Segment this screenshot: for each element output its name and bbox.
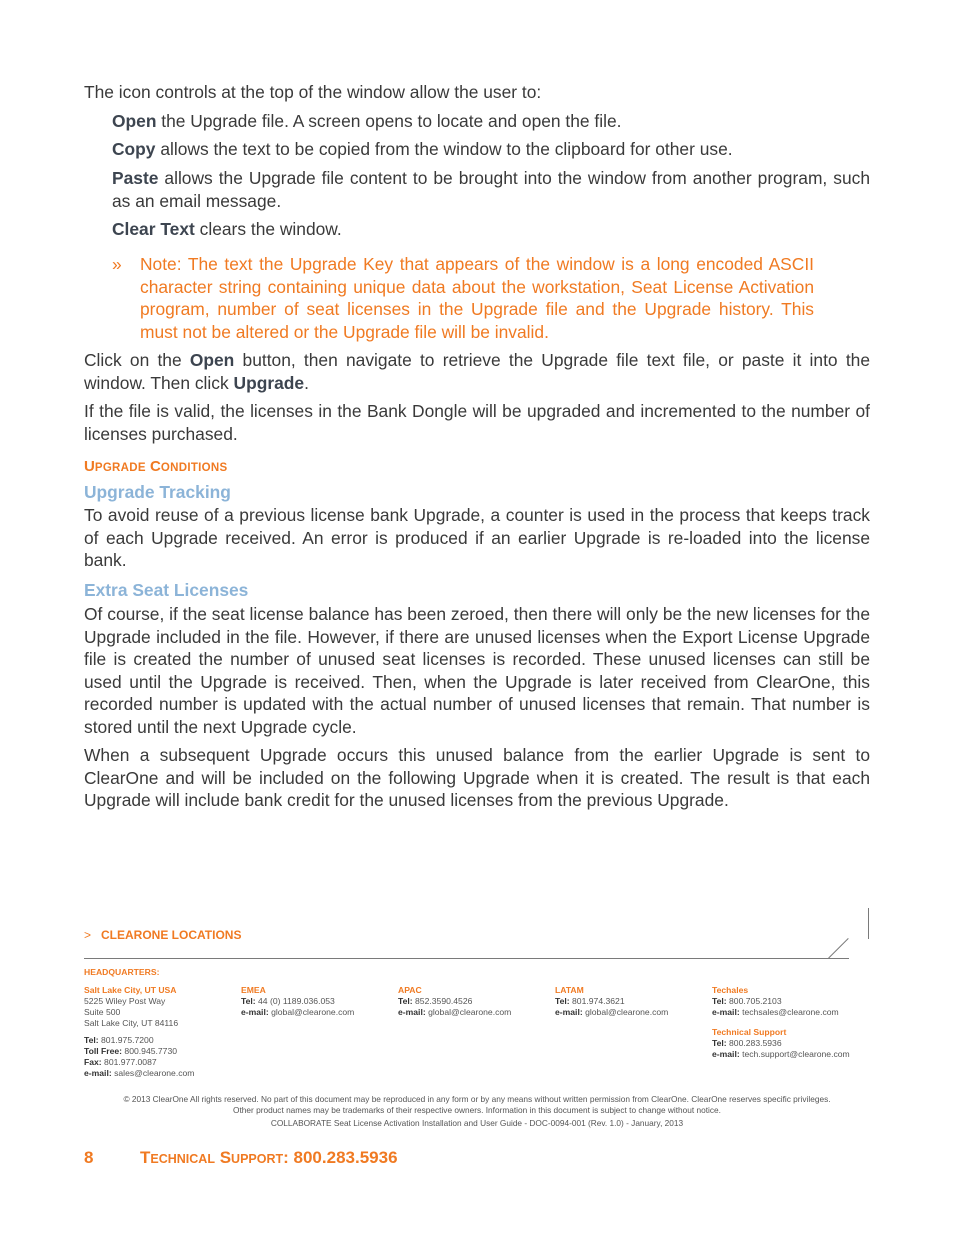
value: global@clearone.com [582,1007,669,1017]
key: Fax: [84,1057,102,1067]
region-name: Techales [712,985,749,995]
item-term: Paste [112,168,159,188]
region-name: APAC [398,985,422,995]
key: Tel: [84,1035,99,1045]
item-desc: clears the window. [194,219,342,239]
intro-text: The icon controls at the top of the window allow the user to: [84,82,542,102]
text-run: . [304,372,309,393]
hq-fax [84,1057,194,1068]
value: 852.3590.4526 [412,996,473,1006]
key: e-mail: [241,1007,269,1017]
value: 800.945.7730 [122,1046,178,1056]
value: global@clearone.com [268,1007,355,1017]
locations-title: CLEARONE LOCATIONS [101,928,242,942]
extra-text-1: Of course, if the seat license balance has been zeroed, then there will only be the new licenses for the Upgrade included in the file. However, if there are unused licenses when the Export License Upgrade file is created the number of unused seat licenses is recorded. These unused licenses can still be used until the Upgrade is received. Then, when the Upgrade is later received from ClearOne, this recorded number is updated with the actual number of unused licenses that remain. That number is stored until the next Upgrade cycle. [84,604,870,737]
footer-cap: T [140,1148,151,1167]
hq-address: Suite 500 [84,1007,121,1017]
item-desc: the Upgrade file. A screen opens to locate and open the file. [156,111,622,131]
title-small-caps: ONDITIONS [160,462,228,474]
key: e-mail: [398,1007,426,1017]
apac-block [398,985,511,1018]
value: 801.974.3621 [569,996,625,1006]
latam-block [555,985,668,1018]
note-block [112,253,814,343]
support-name: Technical Support [712,1027,787,1037]
key: e-mail: [712,1049,740,1059]
region-name: EMEA [241,985,266,995]
note-bullet: » [112,254,122,274]
region-name: LATAM [555,985,584,995]
footer-cap: S [214,1148,232,1167]
footer-rule [84,958,849,959]
title-small-caps: PGRADE [94,462,146,474]
hq-tollfree [84,1046,194,1057]
item-term: Copy [112,139,156,159]
value: 801.975.7200 [98,1035,154,1045]
text-run: Click on the [84,350,190,370]
text-run: button, then navigate to retrieve the Upgrade file text file, or paste it into the window. Then click [84,350,870,393]
copyright-line-3: COLLABORATE Seat License Activation Installation and User Guide - DOC-0094-001 (Rev. 1.0) - January, 2013 [270,1118,684,1128]
key: Tel: [398,996,413,1006]
value: global@clearone.com [425,1007,512,1017]
value: sales@clearone.com [111,1068,195,1078]
page-number: 8 [84,1148,94,1167]
hq-email [84,1068,194,1079]
support-phone: : 800.283.5936 [283,1148,398,1167]
item-desc: allows the Upgrade file content to be brought into the window from another program, such as an email message. [112,168,870,211]
key: e-mail: [555,1007,583,1017]
value: 800.705.2103 [726,996,782,1006]
locations-heading [84,928,241,942]
tracking-text: To avoid reuse of a previous license bank Upgrade, a counter is used in the process that keeps track of each Upgrade received. An error is produced if an earlier Upgrade is re-loaded into the license bank. [84,505,870,570]
chevron-right-icon: > [84,928,92,942]
value: 801.977.0087 [101,1057,157,1067]
item-open [112,110,870,133]
key: e-mail: [712,1007,740,1017]
footer-rule-vertical [868,908,869,939]
section-title [84,458,227,475]
item-term: Clear Text [112,219,195,239]
page-footer [84,1148,398,1168]
copyright-line-2: Other product names may be trademarks of their respective owners. Information in this document is subject to change without notice. [233,1105,721,1115]
value: techsales@clearone.com [739,1007,839,1017]
hq-label [84,967,159,978]
hq-tel [84,1035,194,1046]
extra-heading: Extra Seat Licenses [84,580,249,600]
key: Tel: [712,1038,727,1048]
value: 44 (0) 1189.036.053 [255,996,335,1006]
key: e-mail: [84,1068,112,1078]
item-term: Open [112,111,157,131]
extra-text-2: When a subsequent Upgrade occurs this unused balance from the earlier Upgrade is sent to ClearOne and will be included on the following Upgrade when it is created. The result is that each Upgrade will include bank credit for the unused licenses from the previous Upgrade. [84,745,870,810]
upgrade-term: Upgrade [233,372,305,393]
item-clear-text [112,218,870,241]
note-text: Note: The text the Upgrade Key that appears of the window is a long encoded ASCII character string containing unique data about the workstation, Seat License Activation program, number of seat licenses in the Upgrade file and the Upgrade history. This must not be altered or the Upgrade file will be invalid. [140,254,814,342]
emea-block [241,985,354,1018]
hq-address: Salt Lake City, UT 84116 [84,1018,179,1028]
title-cap: C [150,458,161,475]
item-paste [112,167,870,212]
hq-block [84,985,194,1079]
hq-address: 5225 Wiley Post Way [84,996,166,1006]
copyright-line-1: © 2013 ClearOne All rights reserved. No part of this document may be reproduced in any form or by any means without written permission from ClearOne. ClearOne reserves specific privileges. [123,1094,831,1104]
footer-rule-diagonal [828,938,849,959]
value: 800.283.5936 [726,1038,782,1048]
footer-small-caps: ECHNICAL [150,1152,215,1166]
tracking-heading: Upgrade Tracking [84,482,231,502]
techsales-block [712,985,850,1060]
open-term: Open [189,350,235,370]
item-copy [112,138,870,161]
key: Tel: [712,996,727,1006]
hq-city: Salt Lake City, UT USA [84,985,177,995]
key: Toll Free: [84,1046,123,1056]
key: Tel: [241,996,256,1006]
footer-small-caps: UPPORT [231,1152,284,1166]
item-desc: allows the text to be copied from the window to the clipboard for other use. [155,139,733,159]
key: Tel: [555,996,570,1006]
valid-paragraph: If the file is valid, the licenses in the Bank Dongle will be upgraded and incremented to the number of licenses purchased. [84,401,870,444]
click-paragraph [84,349,870,394]
hq-label-text: HEADQUARTERS: [84,967,160,977]
title-cap: U [84,458,95,475]
value: tech.support@clearone.com [739,1049,850,1059]
